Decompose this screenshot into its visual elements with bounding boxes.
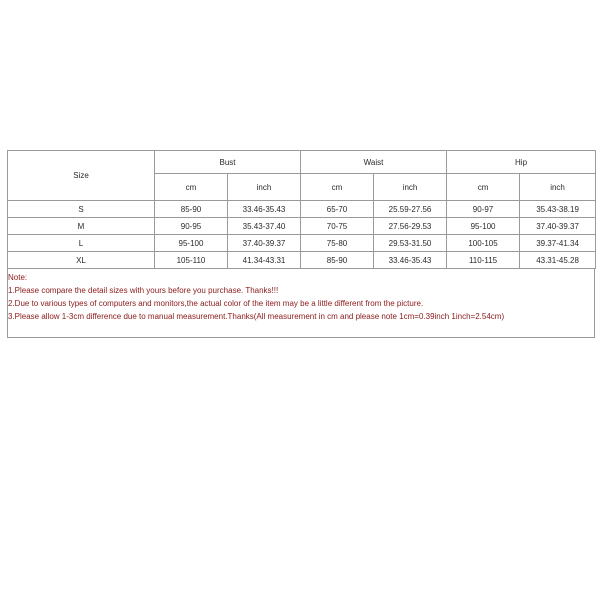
size-chart [7,150,595,338]
table-cell: 33.46-35.43 [228,201,301,218]
notes-section [7,269,595,338]
note-line-1: 1.Please compare the detail sizes with yours before you purchase. Thanks!!! [8,286,279,295]
table-row [8,201,596,218]
table-cell: 75-80 [301,235,374,252]
table-row [8,252,596,269]
table-cell: 95-100 [447,218,520,235]
table-cell: 95-100 [155,235,228,252]
table-cell: 100-105 [447,235,520,252]
table-row [8,235,596,252]
note-line-2: 2.Due to various types of computers and monitors,the actual color of the item may be a little different from the picture. [8,299,424,308]
size-table [7,150,596,269]
table-cell: 90-95 [155,218,228,235]
group-header-row [8,151,596,174]
table-cell: 41.34-43.31 [228,252,301,269]
table-cell: 27.56-29.53 [374,218,447,235]
table-cell: 37.40-39.37 [520,218,596,235]
unit-header: inch [228,174,301,201]
table-cell: 35.43-37.40 [228,218,301,235]
note-title: Note: [8,273,28,282]
table-cell: 37.40-39.37 [228,235,301,252]
hip-header: Hip [447,151,596,174]
table-cell: 25.59-27.56 [374,201,447,218]
unit-header: inch [374,174,447,201]
note-line-3: 3.Please allow 1-3cm difference due to manual measurement.Thanks(All measurement in cm and please note 1cm=0.39inch 1inch=2.54cm) [8,312,505,321]
table-cell: 85-90 [301,252,374,269]
size-cell: L [8,235,155,252]
table-cell: 70-75 [301,218,374,235]
unit-header: cm [447,174,520,201]
table-cell: 110-115 [447,252,520,269]
table-cell: 35.43-38.19 [520,201,596,218]
table-cell: 90-97 [447,201,520,218]
size-header: Size [8,151,155,201]
unit-header: cm [155,174,228,201]
table-cell: 85-90 [155,201,228,218]
table-row [8,218,596,235]
table-cell: 65-70 [301,201,374,218]
table-cell: 39.37-41.34 [520,235,596,252]
size-cell: M [8,218,155,235]
table-cell: 43.31-45.28 [520,252,596,269]
unit-header: cm [301,174,374,201]
unit-header: inch [520,174,596,201]
bust-header: Bust [155,151,301,174]
size-cell: XL [8,252,155,269]
table-cell: 105-110 [155,252,228,269]
waist-header: Waist [301,151,447,174]
size-cell: S [8,201,155,218]
table-cell: 33.46-35.43 [374,252,447,269]
table-cell: 29.53-31.50 [374,235,447,252]
